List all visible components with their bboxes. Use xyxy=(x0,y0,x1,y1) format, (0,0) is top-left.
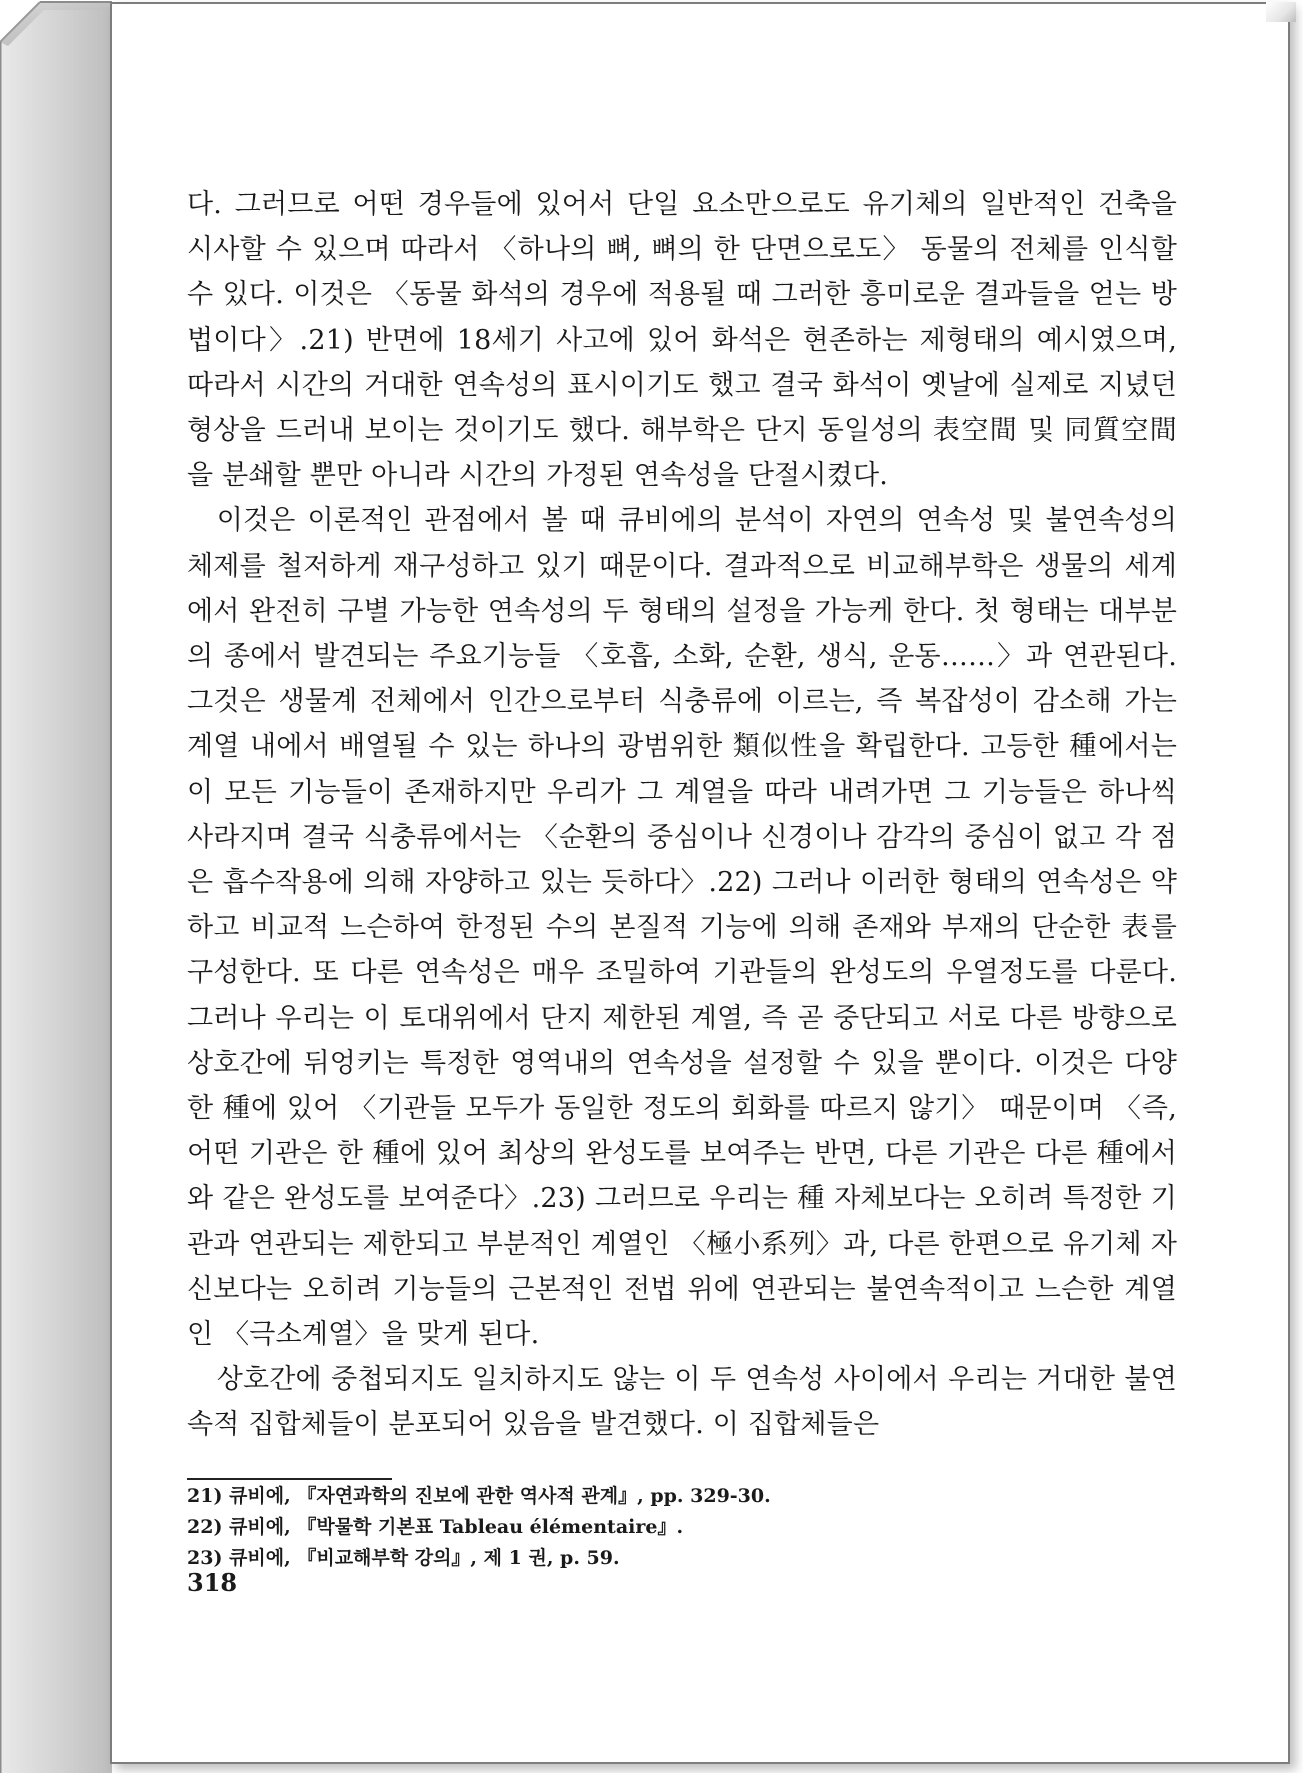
footnote-21: 21) 큐비에, 『자연과학의 진보에 관한 역사적 관계』, pp. 329-30. xyxy=(187,1485,771,1507)
paragraph-1: 다. 그러므로 어떤 경우들에 있어서 단일 요소만으로도 유기체의 일반적인 건축을 시사할 수 있으며 따라서 〈하나의 뼈, 뼈의 한 단면으로도〉 동물의 전체를 인식할 수 있다. 이것은 〈동물 화석의 경우에 적용될 때 그러한 흥미로운 결과들을 얻는 방법이다〉.21) 반면에 18세기 사고에 있어 화석은 현존하는 제형태의 예시였으며, 따라서 시간의 거대한 연속성의 표시이기도 했고 결국 화석이 옛날에 실제로 지녔던 형상을 드러내 보이는 것이기도 했다. 해부학은 단지 동일성의 表空間 및 同質空間을 분쇄할 뿐만 아니라 시간의 가정된 연속성을 단절시켰다. xyxy=(187,189,1177,492)
book-spine xyxy=(0,0,112,1773)
footnote-23: 23) 큐비에, 『비교해부학 강의』, 제 1 권, p. 59. xyxy=(187,1547,620,1569)
footnotes xyxy=(187,1481,1177,1574)
footnote-22: 22) 큐비에, 『박물학 기본표 Tableau élémentaire』. xyxy=(187,1516,684,1538)
paragraph-2: 이것은 이론적인 관점에서 볼 때 큐비에의 분석이 자연의 연속성 및 불연속성의 체제를 철저하게 재구성하고 있기 때문이다. 결과적으로 비교해부학은 생물의 세계에서 완전히 구별 가능한 연속성의 두 형태의 설정을 가능케 한다. 첫 형태는 대부분의 종에서 발견되는 주요기능들 〈호흡, 소화, 순환, 생식, 운동……〉과 연관된다. 그것은 생물계 전체에서 인간으로부터 식충류에 이르는, 즉 복잡성이 감소해 가는 계열 내에서 배열될 수 있는 하나의 광범위한 類似性을 확립한다. 고등한 種에서는 이 모든 기능들이 존재하지만 우리가 그 계열을 따라 내려가면 그 기능들은 하나씩 사라지며 결국 식충류에서는 〈순환의 중심이나 신경이나 감각의 중심이 없고 각 점은 흡수작용에 의해 자양하고 있는 듯하다〉.22) 그러나 이러한 형태의 연속성은 약하고 비교적 느슨하여 한정된 수의 본질적 기능에 의해 존재와 부재의 단순한 表를 구성한다. 또 다른 연속성은 매우 조밀하여 기관들의 완성도의 우열정도를 다룬다. 그러나 우리는 이 토대위에서 단지 제한된 계열, 즉 곧 중단되고 서로 다른 방향으로 상호간에 뒤엉키는 특정한 영역내의 연속성을 설정할 수 있을 뿐이다. 이것은 다양한 種에 있어 〈기관들 모두가 동일한 정도의 회화를 따르지 않기〉 때문이며 〈즉, 어떤 기관은 한 種에 있어 최상의 완성도를 보여주는 반면, 다른 기관은 다른 種에서와 같은 완성도를 보여준다〉.23) 그러므로 우리는 種 자체보다는 오히려 특정한 기관과 연관되는 제한되고 부분적인 계열인 〈極小系列〉과, 다른 한편으로 유기체 자신보다는 오히려 기능들의 근본적인 전법 위에 연관되는 불연속적이고 느슨한 계열인 〈극소계열〉을 맞게 된다. xyxy=(187,505,1177,1351)
paragraph-3: 상호간에 중첩되지도 일치하지도 않는 이 두 연속성 사이에서 우리는 거대한 불연속적 집합체들이 분포되어 있음을 발견했다. 이 집합체들은 xyxy=(187,1364,1177,1441)
footnote-rule xyxy=(187,1478,392,1480)
body-text xyxy=(187,182,1177,1448)
page-corner xyxy=(1266,2,1296,22)
page-number: 318 xyxy=(187,1568,238,1597)
